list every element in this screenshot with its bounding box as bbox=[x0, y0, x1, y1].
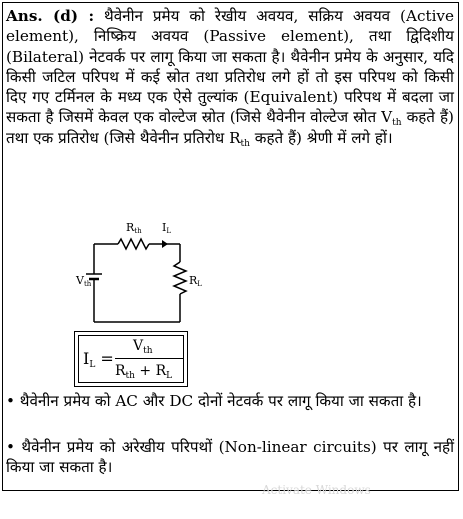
answer-label: Ans. (d) : bbox=[6, 7, 95, 25]
rth-label: Rth bbox=[126, 221, 142, 235]
answer-text-mid: कहते हैं) तथा एक प्रतिरोध (जिसे थैवेनीन प्रतिरोध R bbox=[6, 108, 454, 147]
formula-numerator: $V_{th}$ bbox=[133, 338, 153, 356]
fraction-bar bbox=[115, 358, 183, 359]
rth-subscript: th bbox=[240, 138, 250, 149]
vth-subscript: th bbox=[392, 118, 402, 129]
answer-paragraph bbox=[6, 6, 454, 148]
formula-lhs: $I_L$ = bbox=[83, 349, 114, 370]
bullet-nonlinear: • थैवेनीन प्रमेय को अरेखीय परिपथों (Non-linear circuits) पर लागू नहीं किया जा सकता है। bbox=[6, 438, 454, 477]
activate-windows-watermark: Activate Windows bbox=[262, 483, 371, 497]
load-current-formula bbox=[74, 331, 188, 387]
bullet-ac-dc: • थैवेनीन प्रमेय को AC और DC दोनों नेटवर्क पर लागू किया जा सकता है। bbox=[6, 392, 422, 410]
formula-denominator: $R_{th} + R_L$ bbox=[115, 363, 173, 381]
current-arrow-icon bbox=[162, 240, 168, 248]
thevenin-circuit-diagram bbox=[76, 218, 202, 326]
il-label: IL bbox=[162, 221, 172, 235]
answer-text: थैवेनीन प्रमेय को रेखीय अवयव, सक्रिय अवयव (Active element), निष्क्रिय अवयव (Passive element), तथा द्विदिशीय (Bilateral) नेटवर्क पर लागू किया जा सकता है। थैवेनीन प्रमेय के अनुसार, यदि किसी जटिल परिपथ में कई स्रोत तथा प्रतिरोध लगे हों तो इस परिपथ को किसी दिए गए टर्मिनल के मध्य एक ऐसे तुल्यांक (Equivalent) परिपथ में बदला जा सकता है जिसमें केवल एक वोल्टेज स्रोत (जिसे थैवेनीन वोल्टेज स्रोत V bbox=[6, 7, 454, 127]
vth-label: Vth bbox=[76, 274, 92, 288]
rl-resistor bbox=[174, 262, 186, 294]
rl-label: RL bbox=[189, 274, 202, 288]
rth-resistor bbox=[118, 239, 149, 249]
answer-text-end: कहते हैं) श्रेणी में लगे हों। bbox=[249, 128, 393, 147]
